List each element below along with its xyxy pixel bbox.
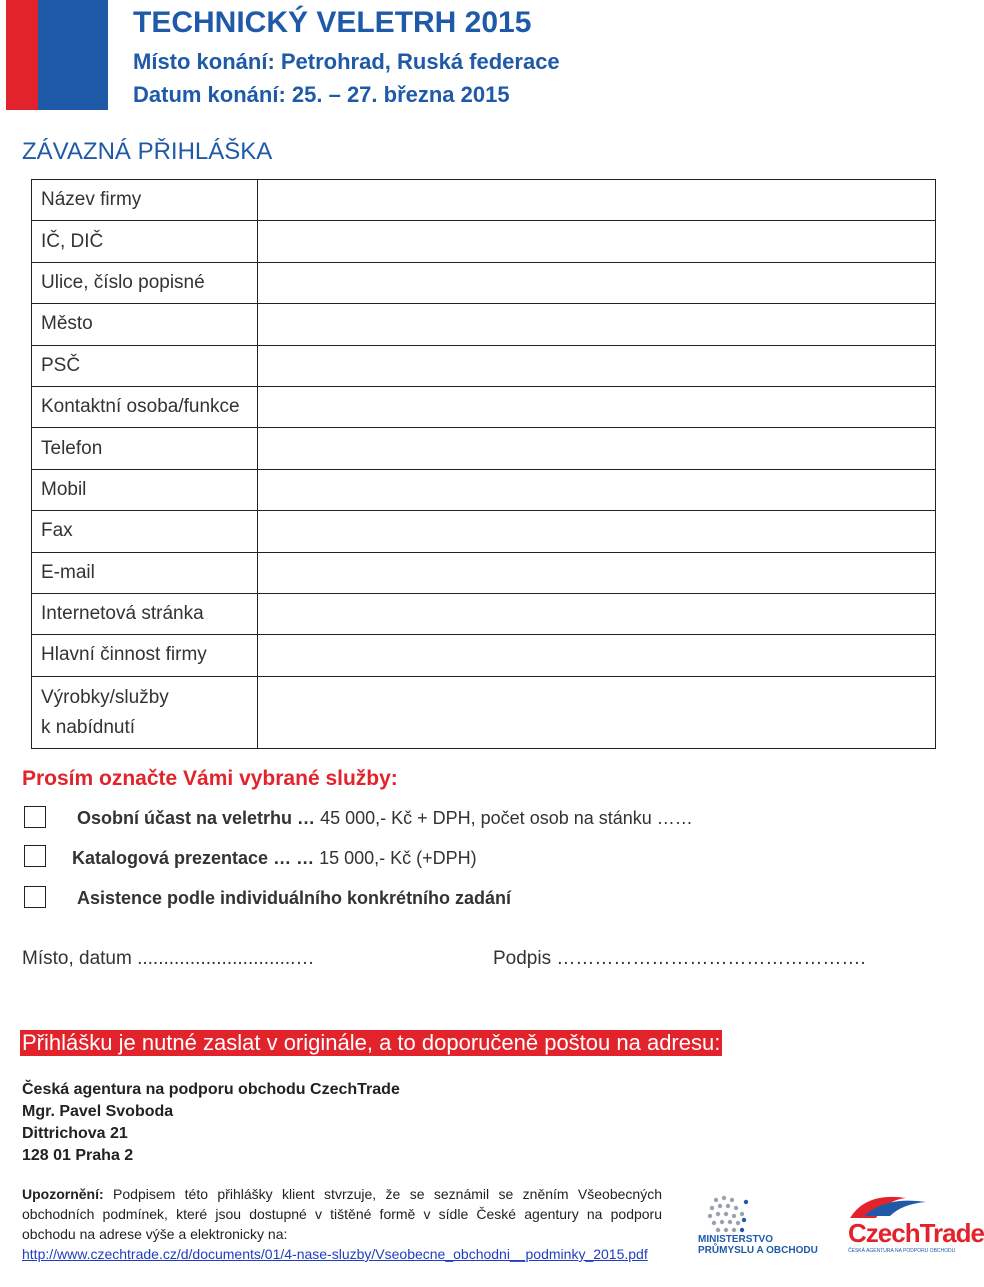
field-label: Kontaktní osoba/funkce (32, 386, 258, 427)
service-item-personal (77, 808, 693, 829)
warning-text: Podpisem této přihlášky klient stvrzuje, že se seznámil se zněním Všeobecných obchodních podmínek, které jsou dostupné v tištěné formě v sídle České agentury na podporu obchodu na adrese výše a elektronicky na: (22, 1186, 662, 1242)
event-title: TECHNICKÝ VELETRH 2015 (133, 6, 532, 39)
event-date: Datum konání: 25. – 27. března 2015 (133, 82, 510, 107)
field-input-company-name[interactable] (258, 180, 936, 221)
form-row (32, 180, 936, 221)
field-label (32, 676, 258, 748)
service-checkbox-personal[interactable] (24, 806, 46, 828)
field-label: Název firmy (32, 180, 258, 221)
registration-form-table (31, 179, 936, 749)
signature-line: Podpis …………………………………………. (493, 948, 866, 969)
czechtrade-logo (846, 1190, 984, 1260)
field-input-contact-person[interactable] (258, 386, 936, 427)
field-label: Mobil (32, 469, 258, 510)
mailing-notice: Přihlášku je nutné zaslat v originále, a to doporučeně poštou na adresu: (22, 1030, 721, 1055)
services-heading: Prosím označte Vámi vybrané služby: (22, 767, 398, 790)
service-detail: 45 000,- Kč + DPH, počet osob na stánku …… (320, 808, 693, 828)
field-label: E-mail (32, 552, 258, 593)
terms-warning (22, 1184, 662, 1264)
field-label: IČ, DIČ (32, 221, 258, 262)
form-row (32, 428, 936, 469)
field-input-products[interactable] (258, 676, 936, 748)
form-row (32, 221, 936, 262)
form-row (32, 676, 936, 748)
field-label: Hlavní činnost firmy (32, 635, 258, 676)
field-input-ico-dic[interactable] (258, 221, 936, 262)
field-label: Fax (32, 511, 258, 552)
field-input-phone[interactable] (258, 428, 936, 469)
form-row (32, 469, 936, 510)
field-label: Internetová stránka (32, 593, 258, 634)
form-row (32, 593, 936, 634)
czechtrade-wordmark: CzechTrade (848, 1218, 984, 1248)
field-input-fax[interactable] (258, 511, 936, 552)
field-label: Telefon (32, 428, 258, 469)
service-label: Katalogová prezentace … … (72, 848, 315, 868)
ministry-logo (696, 1190, 836, 1260)
place-date-line: Místo, datum ..............................… (22, 948, 315, 969)
field-input-mobile[interactable] (258, 469, 936, 510)
service-item-assistance (77, 888, 511, 909)
service-checkbox-assistance[interactable] (24, 886, 46, 908)
form-row (32, 386, 936, 427)
field-input-street[interactable] (258, 262, 936, 303)
field-input-city[interactable] (258, 304, 936, 345)
service-label: Asistence podle individuálního konkrétního zadání (77, 888, 512, 908)
address-line: Mgr. Pavel Svoboda (22, 1103, 174, 1120)
address-line: Česká agentura na podporu obchodu CzechTrade (22, 1081, 400, 1098)
form-row (32, 345, 936, 386)
field-input-main-activity[interactable] (258, 635, 936, 676)
field-label-line: k nabídnutí (41, 717, 136, 739)
form-title: ZÁVAZNÁ PŘIHLÁŠKA (22, 138, 273, 165)
service-detail: 15 000,- Kč (+DPH) (319, 848, 477, 868)
form-row (32, 262, 936, 303)
address-line: Dittrichova 21 (22, 1125, 128, 1142)
czech-flag-graphic (0, 0, 108, 110)
czechtrade-swoosh-icon (846, 1190, 958, 1220)
field-label-line: Výrobky/služby (41, 687, 169, 709)
service-label: Osobní účast na veletrhu … (77, 808, 316, 828)
address-line: 128 01 Praha 2 (22, 1147, 134, 1164)
field-label: Město (32, 304, 258, 345)
czechtrade-tagline: ČESKÁ AGENTURA NA PODPORU OBCHODU (848, 1248, 956, 1254)
field-input-website[interactable] (258, 593, 936, 634)
field-label: PSČ (32, 345, 258, 386)
event-venue: Místo konání: Petrohrad, Ruská federace (133, 49, 560, 74)
ministry-name-line: PRŮMYSLU A OBCHODU (698, 1245, 818, 1256)
ministry-name-line: MINISTERSTVO (698, 1234, 774, 1245)
form-row (32, 304, 936, 345)
form-row (32, 552, 936, 593)
form-row (32, 511, 936, 552)
warning-label: Upozornění: (22, 1186, 104, 1202)
field-input-email[interactable] (258, 552, 936, 593)
field-input-zip[interactable] (258, 345, 936, 386)
terms-link[interactable]: http://www.czechtrade.cz/d/documents/01/4-nase-sluzby/Vseobecne_obchodni__podminky_2015.pdf (22, 1246, 648, 1262)
service-item-catalogue (72, 848, 477, 869)
field-label: Ulice, číslo popisné (32, 262, 258, 303)
form-row (32, 635, 936, 676)
service-checkbox-catalogue[interactable] (24, 845, 46, 867)
